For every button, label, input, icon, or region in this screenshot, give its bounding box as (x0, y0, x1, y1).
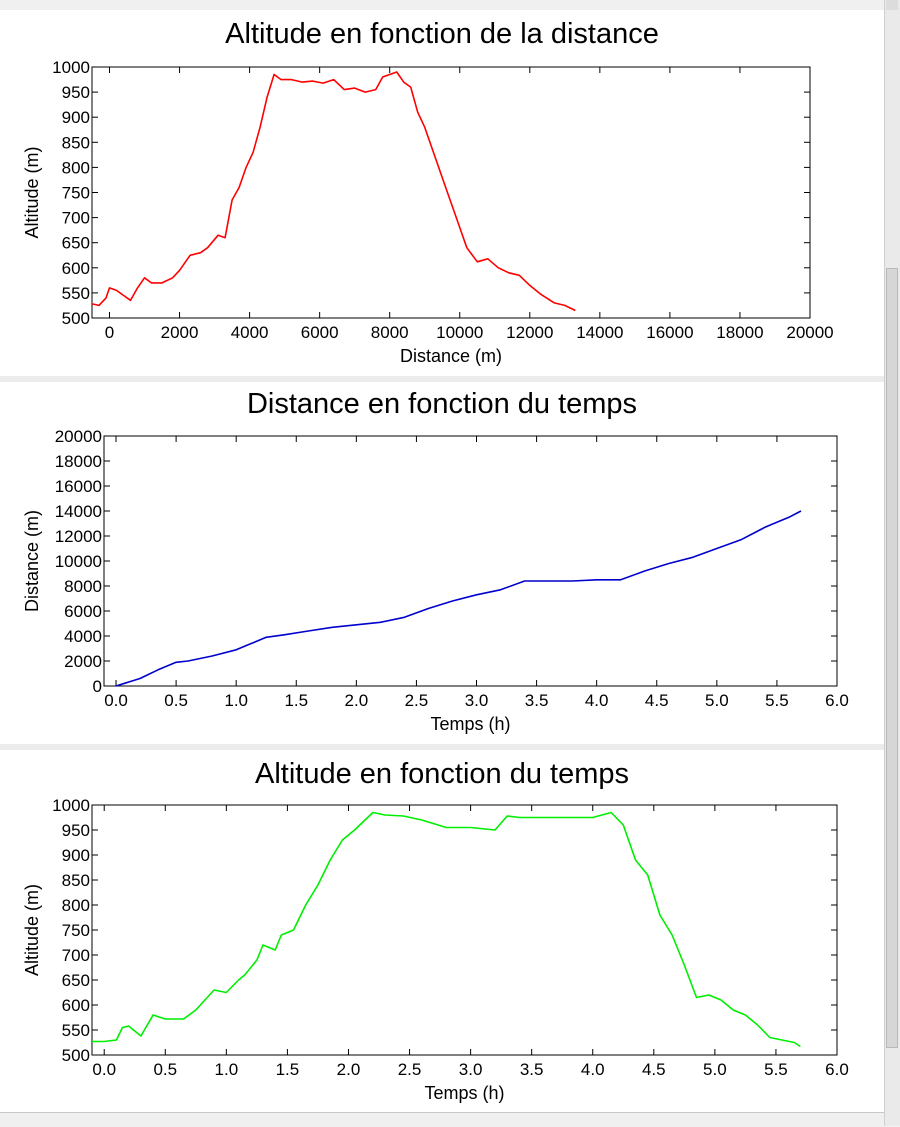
x-tick-label: 5.0 (705, 691, 729, 710)
y-tick-label: 8000 (64, 577, 102, 596)
chart-title: Altitude en fonction du temps (254, 758, 629, 790)
plot-frame (104, 436, 837, 686)
x-tick-label: 0.0 (92, 1060, 117, 1079)
chart-panel-distance-time (0, 382, 884, 744)
x-tick-label: 2000 (160, 323, 199, 342)
y-axis-label: Altitude (m) (22, 146, 42, 239)
x-tick-label: 8000 (370, 323, 409, 342)
y-tick-label: 750 (61, 183, 90, 203)
x-tick-label: 20000 (786, 323, 834, 342)
x-tick-label: 18000 (716, 323, 764, 342)
chart-altitude-time (0, 750, 884, 1112)
x-tick-label: 1.0 (224, 691, 249, 710)
chart-title: Altitude en fonction de la distance (225, 18, 659, 50)
x-tick-label: 14000 (576, 323, 624, 342)
x-tick-label: 10000 (436, 323, 484, 342)
x-tick-label: 2.0 (336, 1060, 361, 1079)
x-tick-label: 4.5 (644, 691, 669, 710)
y-tick-label: 900 (61, 846, 90, 865)
y-tick-label: 10000 (54, 552, 102, 571)
x-tick-label: 2.5 (404, 691, 429, 710)
x-axis-label: Temps (h) (424, 1083, 505, 1103)
y-tick-label: 4000 (64, 627, 102, 646)
plot-frame (92, 805, 837, 1055)
y-tick-label: 700 (61, 208, 90, 228)
y-axis-label: Altitude (m) (22, 883, 42, 977)
x-tick-label: 6.0 (825, 1060, 849, 1079)
x-tick-label: 6000 (300, 323, 339, 342)
y-tick-label: 16000 (54, 477, 102, 496)
y-tick-label: 18000 (54, 452, 102, 471)
x-tick-label: 12000 (506, 323, 554, 342)
y-tick-label: 950 (61, 83, 90, 103)
x-tick-label: 16000 (646, 323, 694, 342)
chart-distance-time (0, 382, 884, 744)
y-tick-label: 550 (61, 283, 90, 303)
x-tick-label: 5.5 (765, 691, 789, 710)
x-axis-label: Temps (h) (430, 714, 511, 734)
y-tick-label: 12000 (54, 527, 102, 546)
x-tick-label: 5.0 (703, 1060, 727, 1079)
y-tick-label: 850 (61, 871, 90, 890)
x-tick-label: 1.5 (284, 691, 309, 710)
y-tick-label: 600 (61, 996, 90, 1015)
x-tick-label: 4.5 (641, 1060, 666, 1079)
chart-title: Distance en fonction du temps (246, 388, 638, 420)
x-tick-label: 0.0 (104, 691, 128, 710)
chart-panel-altitude-time (0, 750, 884, 1112)
x-axis-label: Distance (m) (399, 346, 503, 366)
x-tick-label: 2.0 (344, 691, 369, 710)
scrollbar-track[interactable] (886, 0, 898, 10)
y-tick-label: 800 (61, 896, 90, 915)
x-tick-label: 4.0 (584, 691, 609, 710)
x-tick-label: 0.5 (153, 1060, 178, 1079)
plot-frame (92, 67, 810, 318)
y-tick-label: 20000 (54, 427, 102, 446)
x-tick-label: 4.0 (580, 1060, 605, 1079)
y-tick-label: 6000 (64, 602, 102, 621)
x-tick-label: 6.0 (825, 691, 849, 710)
y-tick-label: 14000 (54, 502, 102, 521)
scrollbar-thumb[interactable] (886, 268, 898, 1048)
y-axis-label: Distance (m) (22, 509, 42, 613)
x-tick-label: 3.5 (519, 1060, 544, 1079)
x-tick-label: 3.0 (464, 691, 489, 710)
y-tick-label: 950 (61, 821, 90, 840)
y-tick-label: 500 (61, 309, 90, 328)
x-tick-label: 1.0 (214, 1060, 239, 1079)
y-tick-label: 2000 (64, 652, 102, 671)
y-tick-label: 850 (61, 133, 90, 153)
x-tick-label: 5.5 (764, 1060, 788, 1079)
y-tick-label: 750 (61, 921, 90, 940)
x-tick-label: 3.5 (524, 691, 549, 710)
x-tick-label: 0.5 (164, 691, 188, 710)
y-tick-label: 600 (61, 258, 90, 278)
y-tick-label: 0 (92, 677, 102, 696)
x-tick-label: 2.5 (397, 1060, 422, 1079)
x-tick-label: 0 (104, 323, 115, 342)
x-tick-label: 3.0 (458, 1060, 483, 1079)
y-tick-label: 700 (61, 946, 90, 965)
y-tick-label: 1000 (52, 58, 90, 77)
y-tick-label: 800 (61, 158, 90, 178)
x-tick-label: 1.5 (275, 1060, 300, 1079)
chart-altitude-distance (0, 10, 884, 376)
y-tick-label: 650 (61, 233, 90, 253)
y-tick-label: 650 (61, 971, 90, 990)
y-tick-label: 500 (61, 1046, 90, 1065)
y-tick-label: 550 (61, 1021, 90, 1040)
status-bar (0, 1112, 884, 1127)
x-tick-label: 4000 (230, 323, 269, 342)
chart-panel-altitude-distance (0, 10, 884, 376)
y-tick-label: 900 (61, 108, 90, 128)
y-tick-label: 1000 (52, 796, 90, 815)
